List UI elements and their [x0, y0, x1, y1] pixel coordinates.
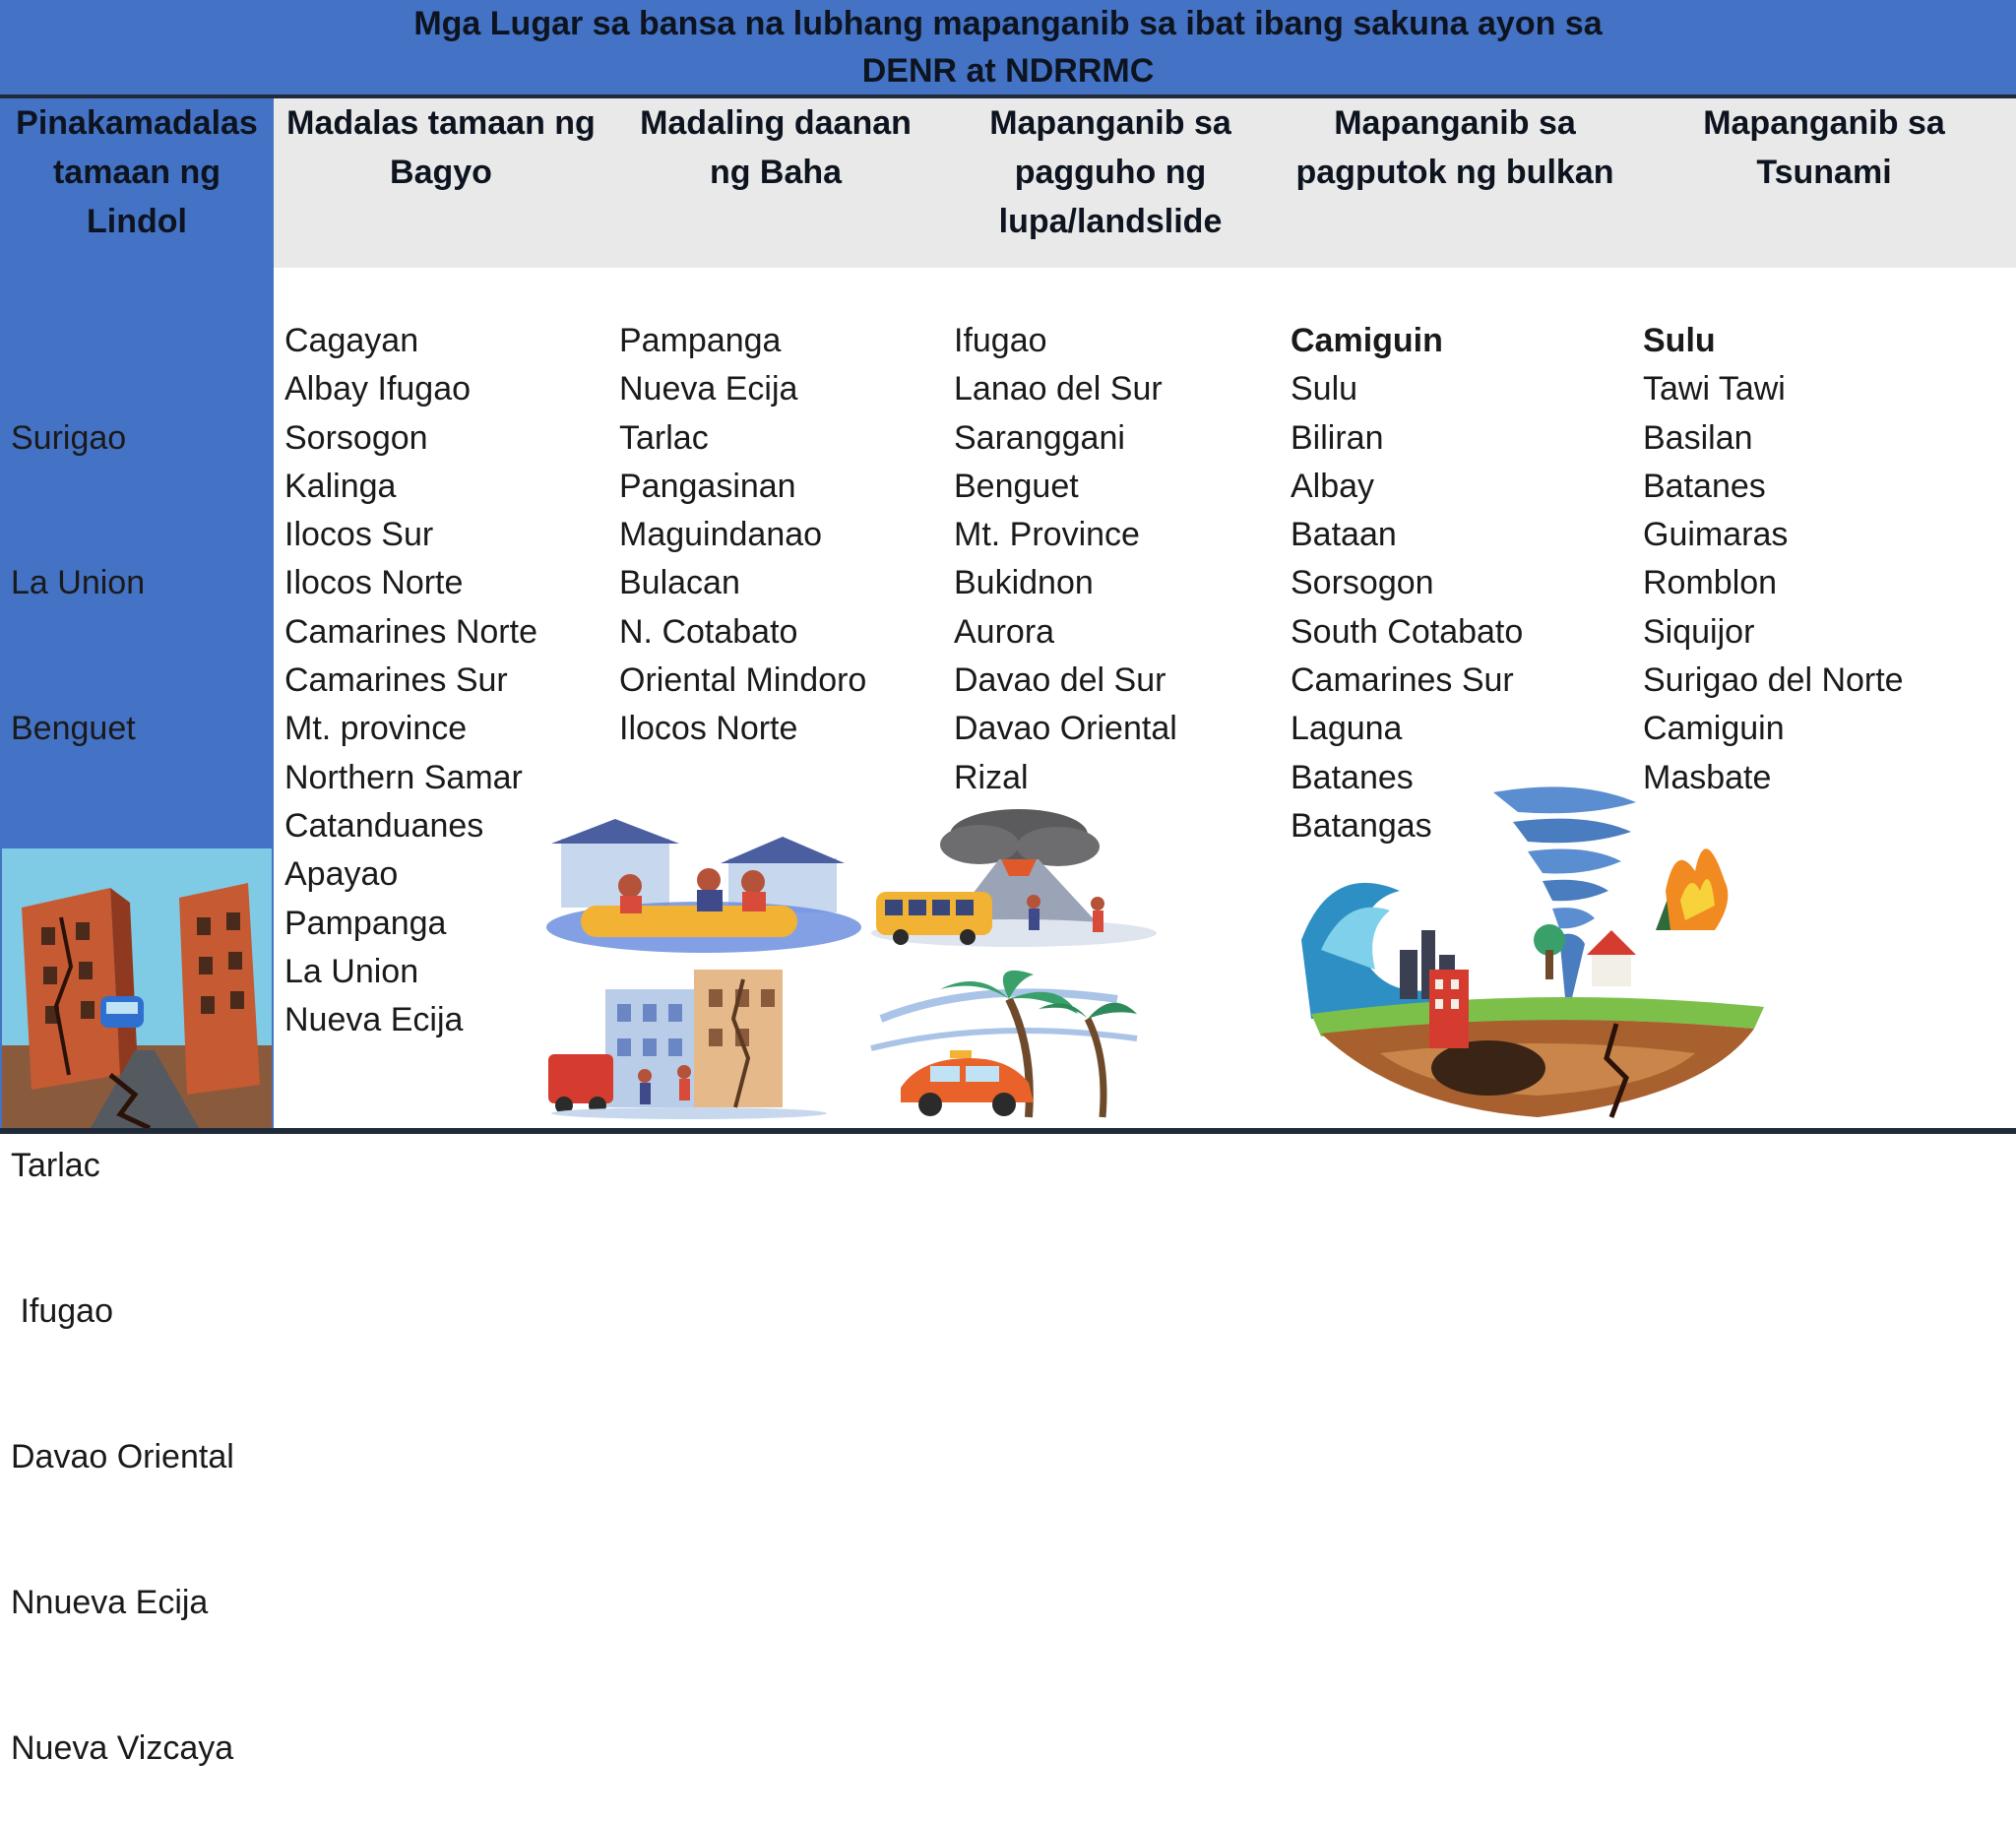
list-item: Sulu [1291, 370, 1358, 408]
list-item: Tarlac [11, 1147, 100, 1185]
list-item: Sorsogon [1291, 564, 1434, 602]
title-line-2: DENR at NDRRMC [861, 52, 1155, 90]
list-item: Nnueva Ecija [11, 1583, 209, 1621]
list-item: Nueva Ecija [619, 370, 798, 408]
list-item: Pangasinan [619, 467, 796, 505]
disaster-island-illustration [1292, 783, 1784, 1127]
list-baha [619, 317, 944, 754]
header-bulkan: Mapanganib sa pagputok ng bulkan [1295, 104, 1614, 191]
list-landslide [954, 317, 1279, 802]
list-item: Romblon [1643, 564, 1778, 602]
list-item: Camiguin [1291, 322, 1443, 359]
list-item: Davao Oriental [954, 710, 1177, 748]
list-item: Batanes [1291, 758, 1414, 796]
header-baha: Madaling daanan ng Baha [640, 104, 912, 191]
list-item: Davao Oriental [11, 1437, 234, 1476]
list-item: Biliran [1291, 418, 1384, 457]
typhoon-illustration [861, 960, 1157, 1119]
list-item: Batanes [1643, 467, 1766, 505]
list-item: Tawi Tawi [1643, 370, 1786, 408]
list-item: Ilocos Sur [284, 516, 434, 554]
list-item: Masbate [1643, 758, 1772, 796]
list-item: Sulu [1643, 322, 1716, 359]
list-item: Rizal [954, 758, 1029, 796]
list-item: Guimaras [1643, 516, 1789, 554]
list-item: South Cotabato [1291, 612, 1524, 651]
list-item: Aurora [954, 612, 1055, 651]
header-bagyo: Madalas tamaan ng Bagyo [286, 104, 596, 191]
list-item: Basilan [1643, 418, 1753, 457]
list-item: N. Cotabato [619, 612, 798, 651]
list-item: Davao del Sur [954, 661, 1166, 700]
list-item: Tarlac [619, 418, 709, 457]
list-item: Ifugao [954, 322, 1047, 359]
list-item: Pampanga [284, 904, 447, 942]
list-item: Nueva Vizcaya [11, 1728, 234, 1767]
list-item: Bukidnon [954, 564, 1094, 602]
list-item: Surigao del Norte [1643, 661, 1904, 700]
collapsed-buildings-illustration [546, 960, 832, 1119]
list-item: Camarines Norte [284, 612, 537, 651]
list-item: Nueva Ecija [284, 1001, 464, 1039]
list-item: Oriental Mindoro [619, 661, 867, 700]
list-item: Albay [1291, 467, 1375, 505]
list-item: Surigao [11, 418, 127, 457]
list-item: Benguet [11, 710, 136, 748]
list-item: Maguindanao [619, 516, 823, 554]
list-item: Camiguin [1643, 710, 1785, 748]
list-item: Laguna [1291, 710, 1403, 748]
list-tsunami [1643, 317, 2012, 802]
list-item: Mt. province [284, 710, 468, 748]
header-tsunami: Mapanganib sa Tsunami [1703, 104, 1945, 191]
list-bulkan [1291, 317, 1630, 850]
list-item: Northern Samar [284, 758, 523, 796]
title-bar [0, 0, 2016, 98]
list-item: Saranggani [954, 418, 1125, 457]
list-item: Kalinga [284, 467, 397, 505]
list-item: Siquijor [1643, 612, 1755, 651]
list-item: Catanduanes [284, 806, 484, 845]
list-item: Mt. Province [954, 516, 1140, 554]
list-item: Cagayan [284, 322, 419, 359]
list-item: La Union [11, 564, 146, 602]
flood-rescue-illustration [541, 819, 866, 955]
list-item: Apayao [284, 855, 399, 894]
list-item: Ilocos Norte [619, 710, 798, 748]
list-item: Lanao del Sur [954, 370, 1163, 408]
list-item: Ifugao [11, 1291, 113, 1330]
list-item: Bataan [1291, 516, 1397, 554]
earthquake-illustration [2, 848, 272, 1128]
volcano-eruption-illustration [871, 805, 1157, 955]
list-item: La Union [284, 952, 419, 990]
list-item: Pampanga [619, 322, 782, 359]
list-item: Ilocos Norte [284, 564, 464, 602]
list-item: Bulacan [619, 564, 740, 602]
list-item: Benguet [954, 467, 1079, 505]
title-line-1: Mga Lugar sa bansa na lubhang mapanganib sa ibat ibang sakuna ayon sa [413, 5, 1603, 42]
bottom-border [0, 1128, 2016, 1134]
header-lindol: Pinakamadalas tamaan ng Lindol [16, 104, 258, 240]
list-item: Albay Ifugao [284, 370, 472, 408]
list-item: Camarines Sur [1291, 661, 1514, 700]
header-landslide: Mapanganib sa pagguho ng lupa/landslide [989, 104, 1231, 240]
list-item: Sorsogon [284, 418, 428, 457]
list-item: Camarines Sur [284, 661, 508, 700]
list-item: Batangas [1291, 806, 1432, 845]
